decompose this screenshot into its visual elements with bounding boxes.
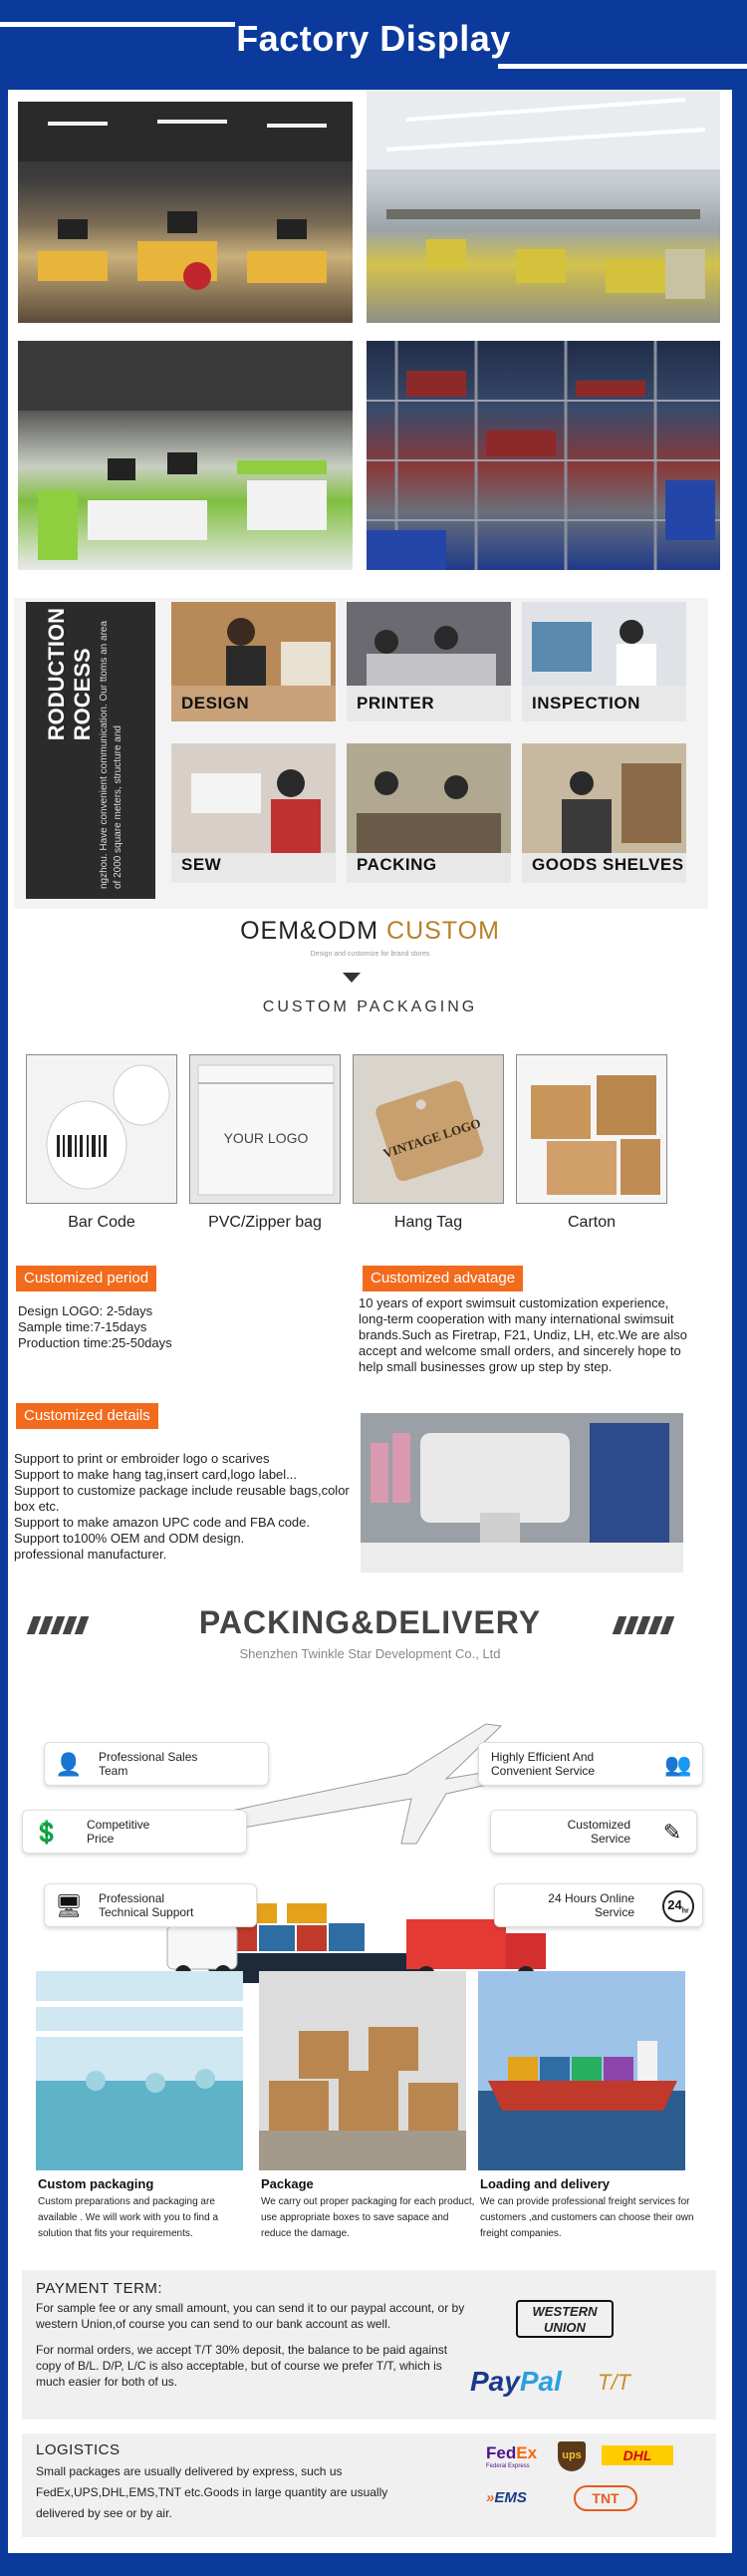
- process-step-label: GOODS SHELVES: [532, 855, 684, 874]
- oem-subtitle: Design and customize for brand stores: [310, 951, 430, 958]
- package-label: PVC/Zipper bag: [208, 1214, 322, 1231]
- ship-illustration: [478, 1971, 685, 2170]
- package-label: Bar Code: [68, 1214, 135, 1231]
- hang-tag-icon: [354, 1055, 504, 1204]
- 24hr-icon: [662, 1890, 694, 1922]
- logistics-text: Small packages are usually delivered by express, such us FedEx,UPS,DHL,EMS,TNT etc.Goods in large quantity are usually delivered by see or by air.: [36, 2464, 388, 2520]
- stage-text: Custom preparations and packaging are available . We will work with you to find a solution that fits your requirements.: [38, 2196, 219, 2239]
- feature-label: 24 Hours Online Service: [548, 1891, 634, 1919]
- customized-period-list: [18, 1303, 317, 1351]
- process-step-label: DESIGN: [181, 694, 250, 713]
- feature-label: Customized Service: [567, 1818, 630, 1846]
- feature-label: Professional Sales Team: [99, 1750, 198, 1778]
- feature-24h-service: [494, 1883, 703, 1927]
- cleanroom-illustration: [36, 1971, 243, 2170]
- 24hr-icon-unit: hr: [681, 1907, 689, 1915]
- header-rule-right: [498, 64, 747, 69]
- carton-boxes-icon: [517, 1055, 667, 1204]
- office-illustration: [18, 102, 353, 323]
- details-line: Support to print or embroider logo o scarives: [14, 1451, 270, 1466]
- tnt-logo: TNT: [574, 2485, 637, 2511]
- oem-title: [8, 917, 732, 946]
- package-label: Hang Tag: [393, 1214, 463, 1231]
- process-step-packing: [347, 743, 511, 883]
- title-stripes-right: [616, 1616, 675, 1634]
- feature-technical-support: [44, 1883, 257, 1927]
- details-line: Support to make hang tag,insert card,logo label...: [14, 1467, 298, 1482]
- feature-competitive-price: [22, 1810, 247, 1854]
- workshop-illustration: [367, 90, 720, 323]
- process-step-label: PACKING: [357, 855, 437, 874]
- paypal-logo: [470, 2366, 562, 2398]
- payment-paragraph: For sample fee or any small amount, you can send it to our paypal account, or by western Union,of course you can send to our bank account as well.: [36, 2301, 465, 2331]
- packing-delivery-subtitle: Shenzhen Twinkle Star Development Co., Ltd: [239, 1646, 501, 1661]
- page-title: Factory Display: [236, 18, 511, 59]
- package-hang-tag: [353, 1054, 504, 1204]
- stage-photo-custom-packaging: [36, 1971, 243, 2170]
- dhl-logo: DHL: [602, 2445, 673, 2465]
- period-line: Sample time:7-15days: [18, 1319, 147, 1334]
- person-icon: 👤: [55, 1752, 83, 1777]
- fedex-logo-ex: Ex: [516, 2443, 538, 2462]
- payment-term-panel: [22, 2270, 716, 2420]
- details-line: Support to customize package include reusable bags,color box etc.: [14, 1483, 350, 1514]
- feature-efficient-service: [478, 1742, 703, 1786]
- process-step-goods-shelves: [522, 743, 686, 883]
- process-step-sew: [171, 743, 336, 883]
- customized-details-list: [14, 1451, 353, 1563]
- process-step-label: SEW: [181, 855, 222, 874]
- customized-advantage-text: 10 years of export swimsuit customization experience, long-term cooperation with many international swimsuit brands.Such as Firetrap, F21, Undiz, LH, etc.We are also accept and welcome small orders, and sincerely hope to help small businesses grow up step by step.: [359, 1295, 687, 1374]
- fedex-logo: [486, 2443, 537, 2469]
- group-icon: 👥: [664, 1752, 692, 1777]
- details-line: professional manufacturer.: [14, 1547, 167, 1562]
- production-process-title: RODUCTION ROCESS: [44, 608, 95, 741]
- process-step-inspection: [522, 602, 686, 721]
- tt-logo: T/T: [598, 2370, 630, 2395]
- fedex-logo-sub: Federal Express: [486, 2463, 530, 2469]
- fedex-logo-fed: Fed: [486, 2443, 517, 2462]
- stage-photo-package: [259, 1971, 466, 2170]
- factory-photo-storage: [367, 341, 720, 570]
- production-process-panel: [14, 598, 708, 909]
- coin-icon: 💲: [33, 1820, 61, 1845]
- package-barcode: [26, 1054, 177, 1204]
- warehouse-illustration: [259, 1971, 466, 2170]
- zipper-bag-icon: [190, 1055, 341, 1204]
- oem-title-main: OEM&ODM: [240, 917, 379, 945]
- paypal-logo-pal: Pal: [519, 2366, 562, 2397]
- feature-label: Competitive Price: [87, 1818, 150, 1846]
- feature-label: Highly Efficient And Convenient Service: [491, 1750, 596, 1778]
- stage-text: We carry out proper packaging for each product, use appropriate boxes to save sapace and reduce the damage.: [261, 2196, 475, 2239]
- process-step-printer: [347, 602, 511, 721]
- printer-illustration: [347, 602, 511, 686]
- logistics-heading: LOGISTICS: [36, 2441, 121, 2458]
- feature-label: Professional Technical Support: [99, 1891, 194, 1919]
- production-process-description: ngzhou. Have convenient communication. Our ttoms an area of 2000 square meters, structure and: [99, 620, 124, 889]
- stage-photo-loading: [478, 1971, 685, 2170]
- feature-customized-service: [490, 1810, 697, 1854]
- payment-paragraph: For normal orders, we accept T/T 30% deposit, the balance to be paid against copy of B/L. D/P, L/C is also acceptable, but of course we prefer T/T, which is much easier for both of us.: [36, 2343, 448, 2389]
- sew-illustration: [171, 743, 336, 853]
- details-line: Support to make amazon UPC code and FBA code.: [14, 1515, 311, 1530]
- customized-details-tag: Customized details: [16, 1403, 158, 1429]
- factory-photo-office-green: [18, 341, 353, 570]
- stage-title: Loading and delivery: [480, 2176, 611, 2191]
- oem-title-accent: CUSTOM: [386, 917, 500, 945]
- production-process-banner: [26, 602, 155, 899]
- monitor-icon: 🖥: [55, 1893, 83, 1918]
- process-step-label: INSPECTION: [532, 694, 640, 713]
- office-green-illustration: [18, 341, 353, 570]
- packing-delivery-title: PACKING&DELIVERY: [198, 1604, 542, 1640]
- stage-title: Package: [261, 2176, 314, 2191]
- ems-logo: »EMS: [486, 2489, 527, 2506]
- payment-heading: PAYMENT TERM:: [36, 2280, 163, 2297]
- period-line: Production time:25-50days: [18, 1335, 172, 1350]
- stage-text: We can provide professional freight services for customers ,and customers can choose their own freight companies.: [480, 2196, 694, 2239]
- package-zipper-bag: [189, 1054, 341, 1204]
- your-logo-text: YOUR LOGO: [223, 1130, 309, 1146]
- details-line: Support to100% OEM and ODM design.: [14, 1531, 245, 1546]
- package-carton: [516, 1054, 667, 1204]
- customized-advantage-tag: Customized advatage: [363, 1266, 523, 1291]
- ems-logo-text: EMS: [494, 2489, 527, 2506]
- process-step-design: [171, 602, 336, 721]
- barcode-roll-icon: [27, 1055, 177, 1204]
- factory-photo-office: [18, 102, 353, 323]
- ups-logo: ups: [558, 2441, 586, 2471]
- package-label: Carton: [567, 1214, 617, 1231]
- paypal-logo-pay: Pay: [470, 2366, 520, 2397]
- stage-title: Custom packaging: [38, 2176, 154, 2191]
- machine-illustration: [361, 1413, 683, 1573]
- western-union-logo: WESTERN UNION: [516, 2300, 614, 2338]
- storage-illustration: [367, 341, 720, 570]
- feature-sales-team: [44, 1742, 269, 1786]
- customized-period-tag: Customized period: [16, 1266, 156, 1291]
- down-arrow-icon: [343, 973, 361, 983]
- packing-illustration: [347, 743, 511, 853]
- design-illustration: [171, 602, 336, 686]
- inspection-illustration: [522, 602, 686, 686]
- 24hr-icon-number: 24: [667, 1897, 682, 1912]
- tools-icon: ✎: [662, 1820, 682, 1845]
- custom-packaging-heading: CUSTOM PACKAGING: [262, 999, 478, 1015]
- logistics-panel: [22, 2433, 716, 2537]
- vintage-logo-text: VINTAGE LOGO: [380, 1115, 483, 1161]
- content-panel: [8, 90, 732, 2553]
- shelves-illustration: [522, 743, 686, 853]
- factory-photo-workshop: [367, 90, 720, 323]
- process-step-label: PRINTER: [357, 694, 435, 713]
- embroidery-machine-photo: [361, 1413, 683, 1573]
- period-line: Design LOGO: 2-5days: [18, 1303, 153, 1318]
